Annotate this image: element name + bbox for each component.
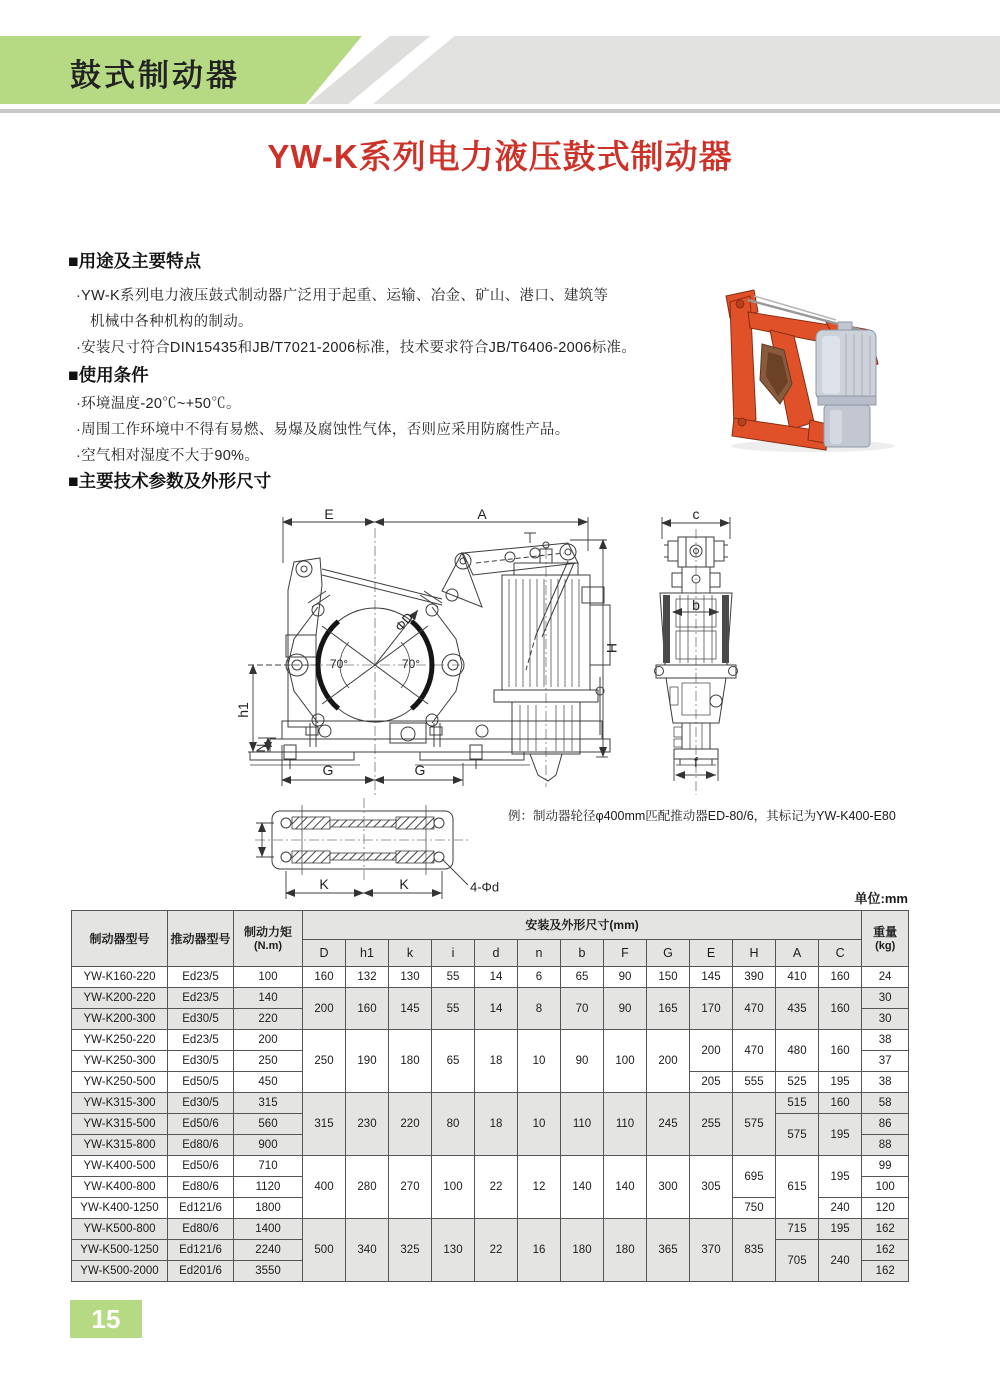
table-cell: 86 <box>862 1114 909 1135</box>
table-cell: 8 <box>518 988 561 1030</box>
spec-table-body <box>72 967 909 1282</box>
table-cell: 435 <box>776 988 819 1030</box>
table-cell: 10 <box>518 1030 561 1093</box>
table-cell: 130 <box>389 967 432 988</box>
table-cell: YW-K250-220 <box>72 1030 168 1051</box>
dim-col-E: E <box>690 940 733 967</box>
table-cell: Ed23/5 <box>168 1030 234 1051</box>
table-cell: 560 <box>234 1114 303 1135</box>
angle-label-right: 70° <box>401 657 421 671</box>
table-cell: YW-K250-500 <box>72 1072 168 1093</box>
table-cell: 100 <box>234 967 303 988</box>
table-cell: 190 <box>346 1030 389 1093</box>
table-cell: 12 <box>518 1156 561 1219</box>
table-cell: 1800 <box>234 1198 303 1219</box>
table-cell: YW-K500-800 <box>72 1219 168 1240</box>
table-cell: YW-K250-300 <box>72 1051 168 1072</box>
table-cell: Ed121/6 <box>168 1198 234 1219</box>
table-cell: YW-K315-300 <box>72 1093 168 1114</box>
table-cell: 90 <box>604 988 647 1030</box>
table-cell: 710 <box>234 1156 303 1177</box>
table-cell: 715 <box>776 1219 819 1240</box>
table-cell: 162 <box>862 1240 909 1261</box>
table-cell: 705 <box>776 1240 819 1282</box>
table-cell: Ed50/5 <box>168 1072 234 1093</box>
table-cell: 24 <box>862 967 909 988</box>
table-cell: 80 <box>432 1093 475 1156</box>
dim-col-A: A <box>776 940 819 967</box>
dim-col-k: k <box>389 940 432 967</box>
table-row <box>72 967 909 988</box>
table-cell: YW-K400-800 <box>72 1177 168 1198</box>
table-cell: 170 <box>690 988 733 1030</box>
table-cell: 315 <box>303 1093 346 1156</box>
table-cell: 615 <box>776 1156 819 1219</box>
dim-col-F: F <box>604 940 647 967</box>
dim-col-C: C <box>819 940 862 967</box>
dim-col-b: b <box>561 940 604 967</box>
table-cell: 160 <box>819 988 862 1030</box>
table-cell: 22 <box>475 1219 518 1282</box>
table-row <box>72 988 909 1009</box>
table-row <box>72 1219 909 1240</box>
table-cell: Ed201/6 <box>168 1261 234 1282</box>
dim-col-H: H <box>733 940 776 967</box>
dim-label-f: f <box>694 754 698 770</box>
table-cell: 65 <box>432 1030 475 1093</box>
table-cell: Ed30/5 <box>168 1093 234 1114</box>
table-cell: YW-K400-1250 <box>72 1198 168 1219</box>
torque-label: 制动力矩 <box>243 924 292 939</box>
dim-label-K2: K <box>399 876 409 892</box>
table-cell: 30 <box>862 1009 909 1030</box>
dim-col-h1: h1 <box>346 940 389 967</box>
table-cell: Ed80/6 <box>168 1219 234 1240</box>
table-cell: 195 <box>819 1219 862 1240</box>
table-cell: 200 <box>647 1030 690 1093</box>
table-cell: 315 <box>234 1093 303 1114</box>
dim-label-G1: G <box>322 762 334 778</box>
table-cell: Ed23/5 <box>168 988 234 1009</box>
table-cell: 10 <box>518 1093 561 1156</box>
table-cell: 230 <box>346 1093 389 1156</box>
dim-label-c: c <box>692 506 700 522</box>
table-cell: 55 <box>432 967 475 988</box>
dim-col-n: n <box>518 940 561 967</box>
table-cell: 195 <box>819 1156 862 1198</box>
table-cell: 88 <box>862 1135 909 1156</box>
table-cell: 160 <box>303 967 346 988</box>
page-title: YW-K系列电力液压鼓式制动器 <box>267 138 733 175</box>
table-cell: Ed80/6 <box>168 1135 234 1156</box>
table-cell: 100 <box>862 1177 909 1198</box>
table-cell: Ed50/6 <box>168 1156 234 1177</box>
table-cell: 6 <box>518 967 561 988</box>
table-cell: 480 <box>776 1030 819 1072</box>
table-cell: 160 <box>819 1093 862 1114</box>
table-cell: 130 <box>432 1219 475 1282</box>
dim-col-D: D <box>303 940 346 967</box>
table-cell: 470 <box>733 1030 776 1072</box>
table-cell: YW-K400-500 <box>72 1156 168 1177</box>
table-cell: Ed50/6 <box>168 1114 234 1135</box>
table-cell: 14 <box>475 967 518 988</box>
table-cell: 240 <box>819 1240 862 1282</box>
angle-label-left: 70° <box>329 657 349 671</box>
table-cell: 240 <box>819 1198 862 1219</box>
condition-line: ·空气相对湿度不大于90%。 <box>76 448 260 464</box>
table-cell: 58 <box>862 1093 909 1114</box>
table-cell: 18 <box>475 1093 518 1156</box>
table-cell: 180 <box>561 1219 604 1282</box>
table-cell: 200 <box>690 1030 733 1072</box>
table-cell: 145 <box>690 967 733 988</box>
table-cell: 145 <box>389 988 432 1030</box>
dim-label-N: N <box>254 743 268 753</box>
dimension-drawing <box>230 495 950 905</box>
table-cell: 100 <box>604 1030 647 1093</box>
usage-line: ·安装尺寸符合DIN15435和JB/T7021-2006标准，技术要求符合JB/T6406-2006标准。 <box>76 340 637 356</box>
dim-col-i: i <box>432 940 475 967</box>
table-cell: 99 <box>862 1156 909 1177</box>
table-cell: 340 <box>346 1219 389 1282</box>
table-cell: 180 <box>389 1030 432 1093</box>
dim-label-E: E <box>324 506 334 522</box>
section-heading-usage: ■用途及主要特点 <box>68 251 202 271</box>
table-cell: 38 <box>862 1030 909 1051</box>
spec-table <box>71 910 909 1282</box>
table-cell: 165 <box>647 988 690 1030</box>
table-cell: Ed23/5 <box>168 967 234 988</box>
table-cell: 162 <box>862 1261 909 1282</box>
table-cell: 1400 <box>234 1219 303 1240</box>
table-cell: 325 <box>389 1219 432 1282</box>
table-cell: 132 <box>346 967 389 988</box>
table-cell: 100 <box>432 1156 475 1219</box>
table-cell: 3550 <box>234 1261 303 1282</box>
table-cell: 750 <box>733 1198 776 1219</box>
dim-label-b: b <box>692 597 700 613</box>
weight-label: 重量 <box>873 924 898 939</box>
table-cell: Ed30/5 <box>168 1009 234 1030</box>
dim-label-K1: K <box>319 876 329 892</box>
table-cell: Ed121/6 <box>168 1240 234 1261</box>
table-cell: YW-K200-300 <box>72 1009 168 1030</box>
table-cell: 37 <box>862 1051 909 1072</box>
table-cell: 205 <box>690 1072 733 1093</box>
table-cell: 280 <box>346 1156 389 1219</box>
usage-line: ·YW-K系列电力液压鼓式制动器广泛用于起重、运输、冶金、矿山、港口、建筑等 <box>76 288 609 304</box>
table-cell: 200 <box>303 988 346 1030</box>
table-cell: 695 <box>733 1156 776 1198</box>
torque-unit: (N.m) <box>253 939 283 952</box>
table-cell: 365 <box>647 1219 690 1282</box>
table-cell: 255 <box>690 1093 733 1156</box>
col-header-torque <box>234 911 303 967</box>
table-cell: 2240 <box>234 1240 303 1261</box>
table-cell: 900 <box>234 1135 303 1156</box>
table-cell: 160 <box>346 988 389 1030</box>
table-cell: YW-K500-1250 <box>72 1240 168 1261</box>
table-cell: YW-K160-220 <box>72 967 168 988</box>
table-cell: 500 <box>303 1219 346 1282</box>
table-cell: 220 <box>234 1009 303 1030</box>
dim-label-A: A <box>477 506 487 522</box>
table-cell: 200 <box>234 1030 303 1051</box>
table-cell: 55 <box>432 988 475 1030</box>
table-cell: 245 <box>647 1093 690 1156</box>
table-row <box>72 1093 909 1114</box>
table-cell: 470 <box>733 988 776 1030</box>
category-title: 鼓式制动器 <box>70 58 240 93</box>
table-cell: Ed30/5 <box>168 1051 234 1072</box>
table-cell: 300 <box>647 1156 690 1219</box>
table-cell: YW-K200-220 <box>72 988 168 1009</box>
product-photo <box>718 272 910 457</box>
table-cell: 90 <box>604 967 647 988</box>
condition-line: ·周围工作环境中不得有易燃、易爆及腐蚀性气体，否则应采用防腐性产品。 <box>76 422 570 438</box>
col-header-thruster-model: 推动器型号 <box>168 911 234 967</box>
table-cell: 14 <box>475 988 518 1030</box>
dim-label-holes: 4-Φd <box>470 879 500 895</box>
table-cell: 38 <box>862 1072 909 1093</box>
col-header-dimensions: 安装及外形尺寸(mm) <box>303 911 862 940</box>
table-cell: 1120 <box>234 1177 303 1198</box>
unit-note: 单位:mm <box>854 891 908 906</box>
dim-col-G: G <box>647 940 690 967</box>
table-cell: 220 <box>389 1093 432 1156</box>
table-cell: YW-K500-2000 <box>72 1261 168 1282</box>
table-cell: 22 <box>475 1156 518 1219</box>
table-cell: 555 <box>733 1072 776 1093</box>
usage-line: 机械中各种机构的制动。 <box>90 314 253 330</box>
section-heading-parameters: ■主要技术参数及外形尺寸 <box>68 471 272 491</box>
table-cell: 305 <box>690 1156 733 1219</box>
table-cell: 110 <box>561 1093 604 1156</box>
table-cell: 150 <box>647 967 690 988</box>
table-cell: 195 <box>819 1072 862 1093</box>
section-heading-conditions: ■使用条件 <box>68 365 149 385</box>
header-divider <box>0 109 1000 113</box>
dim-label-phiD: ΦD <box>391 609 417 635</box>
table-cell: 70 <box>561 988 604 1030</box>
dim-label-H: H <box>604 642 620 654</box>
table-cell: 162 <box>862 1219 909 1240</box>
table-cell: 450 <box>234 1072 303 1093</box>
table-cell: 110 <box>604 1093 647 1156</box>
table-cell: 250 <box>234 1051 303 1072</box>
table-cell: 575 <box>776 1114 819 1156</box>
table-row <box>72 1156 909 1177</box>
table-cell: 515 <box>776 1093 819 1114</box>
table-cell: 835 <box>733 1219 776 1282</box>
table-cell: 370 <box>690 1219 733 1282</box>
table-cell: 400 <box>303 1156 346 1219</box>
table-cell: 120 <box>862 1198 909 1219</box>
table-cell: 16 <box>518 1219 561 1282</box>
table-cell: Ed80/6 <box>168 1177 234 1198</box>
col-header-weight <box>862 911 909 967</box>
table-cell: YW-K315-800 <box>72 1135 168 1156</box>
example-note: 例：制动器轮径φ400mm匹配推动器ED-80/6，其标记为YW-K400-E80 <box>508 809 896 823</box>
weight-unit: (kg) <box>875 939 896 952</box>
dim-label-h1: h1 <box>235 702 251 718</box>
table-cell: YW-K315-500 <box>72 1114 168 1135</box>
dim-col-d: d <box>475 940 518 967</box>
condition-line: ·环境温度-20℃~+50℃。 <box>76 396 241 412</box>
table-cell: 140 <box>604 1156 647 1219</box>
table-cell: 410 <box>776 967 819 988</box>
table-cell: 250 <box>303 1030 346 1093</box>
dim-label-G2: G <box>414 762 426 778</box>
table-cell: 525 <box>776 1072 819 1093</box>
table-cell: 140 <box>234 988 303 1009</box>
table-cell: 390 <box>733 967 776 988</box>
table-row <box>72 1030 909 1051</box>
table-cell: 90 <box>561 1030 604 1093</box>
table-cell: 180 <box>604 1219 647 1282</box>
table-cell: 160 <box>819 967 862 988</box>
table-cell: 160 <box>819 1030 862 1072</box>
table-cell: 270 <box>389 1156 432 1219</box>
table-cell: 195 <box>819 1114 862 1156</box>
table-cell: 30 <box>862 988 909 1009</box>
table-cell: 140 <box>561 1156 604 1219</box>
col-header-brake-model: 制动器型号 <box>72 911 168 967</box>
table-cell: 575 <box>733 1093 776 1156</box>
table-cell: 65 <box>561 967 604 988</box>
page-number: 15 <box>70 1300 142 1338</box>
table-cell: 18 <box>475 1030 518 1093</box>
header-gray-band <box>373 36 1000 104</box>
